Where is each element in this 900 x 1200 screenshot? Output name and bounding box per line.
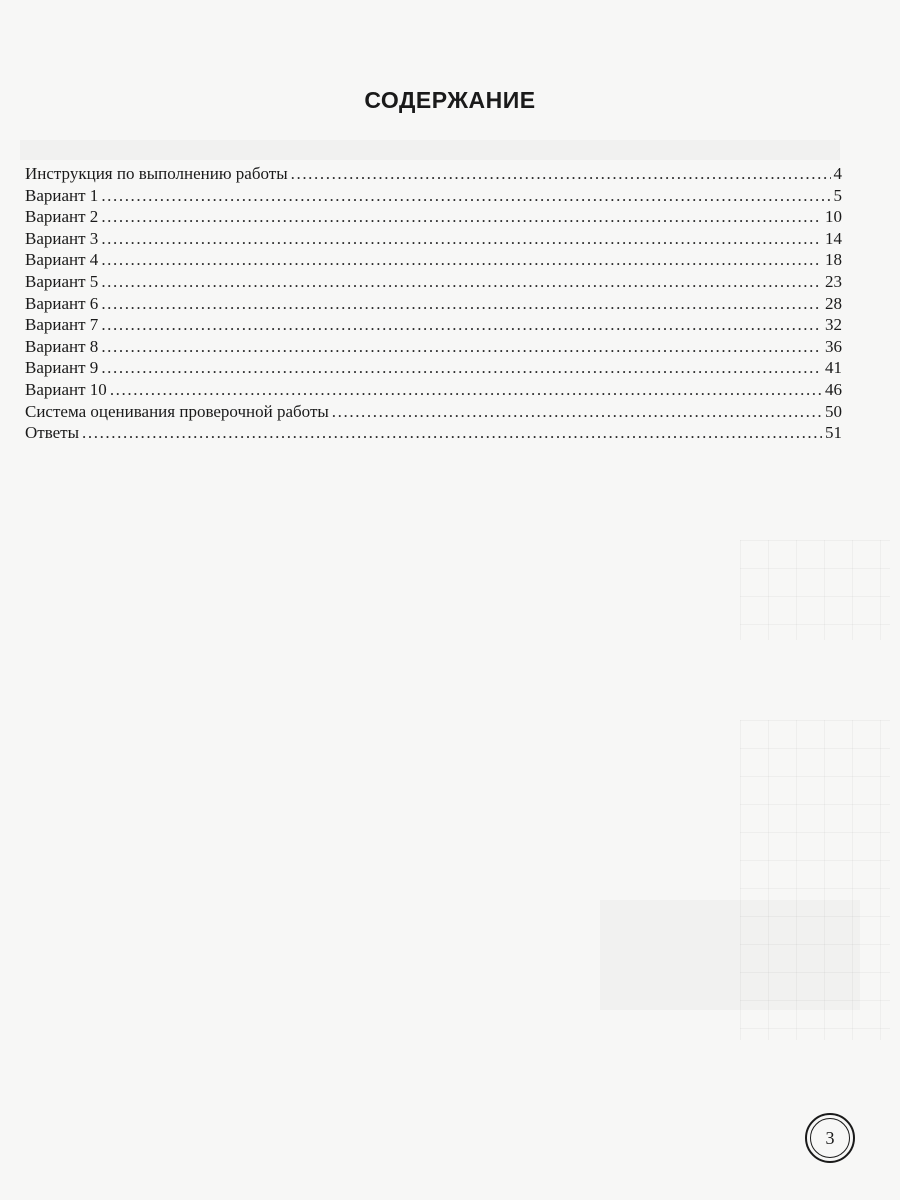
page-title: СОДЕРЖАНИЕ — [364, 87, 536, 114]
dot-leader — [101, 336, 822, 358]
toc-entry-page: 41 — [825, 358, 842, 378]
toc-entry-label: Вариант 2 — [25, 207, 99, 227]
dot-leader — [110, 379, 822, 401]
toc-entry-page: 50 — [825, 401, 842, 421]
toc-entry — [25, 228, 842, 250]
toc-entry — [25, 379, 842, 401]
toc-entry-page: 23 — [825, 271, 842, 291]
toc-entry-page: 36 — [825, 336, 842, 356]
dot-leader — [101, 271, 822, 293]
toc-entry — [25, 271, 842, 293]
toc-entry-page: 14 — [825, 228, 842, 248]
dot-leader — [101, 228, 822, 250]
dot-leader — [332, 401, 822, 423]
dot-leader — [101, 185, 830, 207]
dot-leader — [291, 163, 831, 185]
dot-leader — [101, 206, 822, 228]
toc-entry-page: 4 — [833, 164, 842, 183]
table-of-contents — [25, 163, 842, 444]
toc-entry-label: Вариант 1 — [25, 185, 99, 205]
toc-entry — [25, 163, 842, 185]
toc-entry — [25, 422, 842, 444]
toc-entry-label: Вариант 3 — [25, 228, 99, 248]
toc-entry-label: Вариант 10 — [25, 379, 107, 399]
toc-entry-label: Ответы — [25, 423, 80, 443]
dot-leader — [101, 357, 822, 379]
toc-entry-page: 10 — [825, 207, 842, 227]
toc-entry-page: 32 — [825, 315, 842, 335]
show-through-grid — [740, 720, 890, 1040]
toc-entry — [25, 206, 842, 228]
show-through-shade — [20, 140, 840, 160]
dot-leader — [101, 249, 822, 271]
toc-entry — [25, 185, 842, 207]
toc-entry — [25, 249, 842, 271]
toc-entry-label: Вариант 9 — [25, 358, 99, 378]
toc-entry — [25, 293, 842, 315]
toc-entry — [25, 314, 842, 336]
toc-entry-label: Система оценивания проверочной работы — [25, 401, 329, 421]
page-number-badge — [805, 1113, 855, 1163]
toc-entry — [25, 336, 842, 358]
toc-entry-page: 51 — [825, 423, 842, 443]
toc-entry-label: Вариант 4 — [25, 250, 99, 270]
toc-entry-label: Вариант 8 — [25, 336, 99, 356]
toc-entry-label: Инструкция по выполнению работы — [25, 164, 288, 183]
toc-entry-label: Вариант 5 — [25, 271, 99, 291]
dot-leader — [101, 314, 822, 336]
dot-leader — [82, 422, 822, 444]
show-through-grid — [740, 540, 890, 640]
toc-entry — [25, 401, 842, 423]
dot-leader — [101, 293, 822, 315]
show-through-shade — [600, 900, 860, 1010]
toc-entry-page: 46 — [825, 379, 842, 399]
toc-entry-label: Вариант 6 — [25, 293, 99, 313]
toc-entry-page: 5 — [833, 185, 842, 205]
page-number: 3 — [825, 1127, 835, 1148]
toc-entry-page: 18 — [825, 250, 842, 270]
toc-entry — [25, 357, 842, 379]
toc-entry-label: Вариант 7 — [25, 315, 99, 335]
toc-entry-page: 28 — [825, 293, 842, 313]
